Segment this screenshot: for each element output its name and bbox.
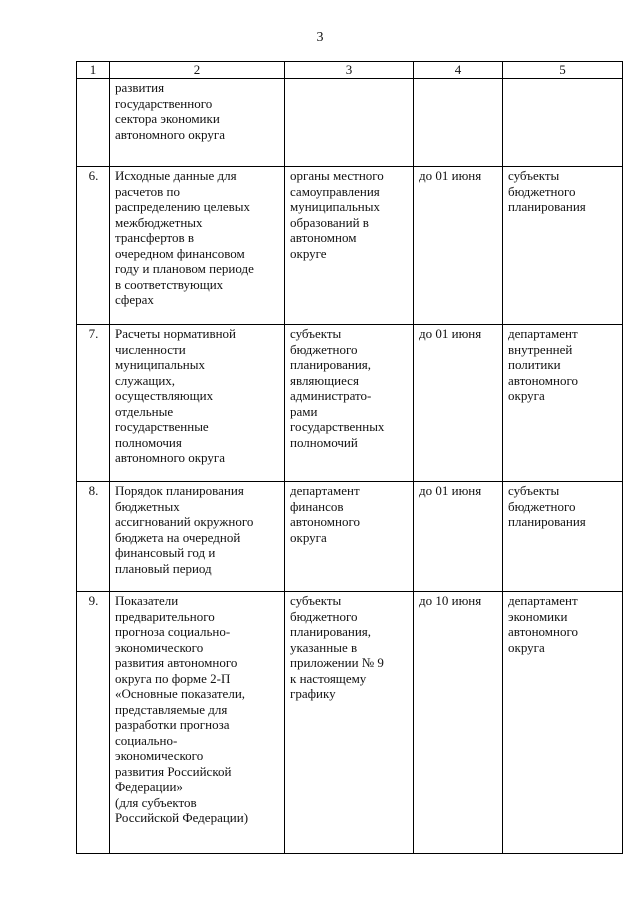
column-header: 4 <box>414 62 503 79</box>
document-name-cell: Порядок планирования бюджетных ассигнований окружного бюджета на очередной финансовый год и плановый период <box>110 482 285 592</box>
column-header: 3 <box>285 62 414 79</box>
recipient-cell: субъекты бюджетного планирования <box>503 482 623 592</box>
row-number: 9. <box>77 592 110 854</box>
schedule-table <box>76 61 623 854</box>
row-number: 8. <box>77 482 110 592</box>
table-row <box>77 592 623 854</box>
deadline-cell: до 01 июня <box>414 482 503 592</box>
recipient-cell <box>503 79 623 167</box>
column-header: 5 <box>503 62 623 79</box>
table-row <box>77 167 623 325</box>
deadline-cell: до 10 июня <box>414 592 503 854</box>
document-name-cell: Расчеты нормативной численности муниципальных служащих, осуществляющих отдельные государственные полномочия автономного округа <box>110 325 285 482</box>
provider-cell: субъекты бюджетного планирования, указанные в приложении № 9 к настоящему графику <box>285 592 414 854</box>
deadline-cell <box>414 79 503 167</box>
document-name-cell: Исходные данные для расчетов по распределению целевых межбюджетных трансфертов в очередном финансовом году и плановом периоде в соответствующих сферах <box>110 167 285 325</box>
deadline-cell: до 01 июня <box>414 167 503 325</box>
row-number <box>77 79 110 167</box>
table-header-row <box>77 62 623 79</box>
provider-cell: органы местного самоуправления муниципальных образований в автономном округе <box>285 167 414 325</box>
recipient-cell: департамент экономики автономного округа <box>503 592 623 854</box>
recipient-cell: департамент внутренней политики автономного округа <box>503 325 623 482</box>
table-row <box>77 325 623 482</box>
table-row <box>77 482 623 592</box>
provider-cell: департамент финансов автономного округа <box>285 482 414 592</box>
column-header: 1 <box>77 62 110 79</box>
document-name-cell: развития государственного сектора экономики автономного округа <box>110 79 285 167</box>
column-header: 2 <box>110 62 285 79</box>
provider-cell: субъекты бюджетного планирования, являющиеся администрато- рами государственных полномочий <box>285 325 414 482</box>
provider-cell <box>285 79 414 167</box>
document-name-cell: Показатели предварительного прогноза социально- экономического развития автономного округа по форме 2-П «Основные показатели, представляемые для разработки прогноза социально- экономического развития Российской Федерации» (для субъектов Российской Федерации) <box>110 592 285 854</box>
recipient-cell: субъекты бюджетного планирования <box>503 167 623 325</box>
row-number: 7. <box>77 325 110 482</box>
deadline-cell: до 01 июня <box>414 325 503 482</box>
page-number: 3 <box>316 30 324 45</box>
table-row <box>77 79 623 167</box>
row-number: 6. <box>77 167 110 325</box>
